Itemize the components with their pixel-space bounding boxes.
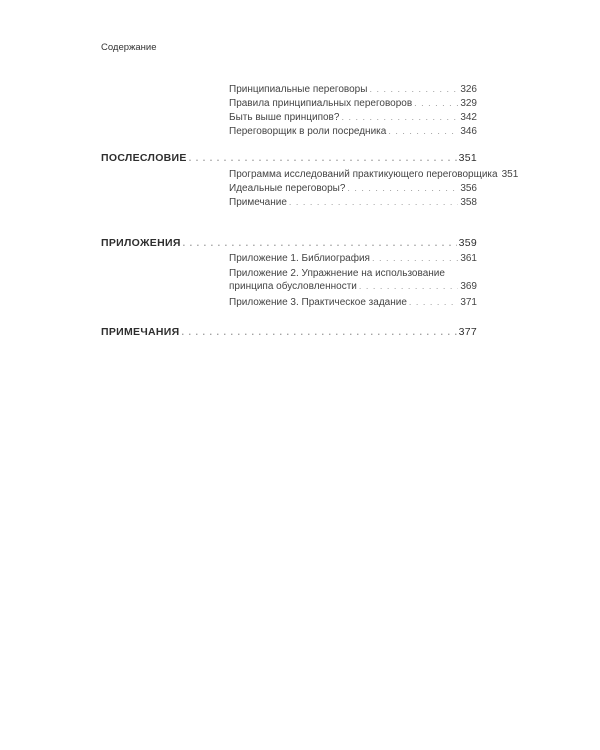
toc-item[interactable] — [229, 83, 477, 96]
toc-item-label: Быть выше принципов? — [229, 112, 340, 123]
toc-item-label: Принципиальные переговоры — [229, 84, 368, 95]
toc-item-page: 361 — [460, 253, 477, 264]
toc-item[interactable] — [229, 268, 477, 293]
toc-section-page: 351 — [458, 152, 477, 164]
toc-item-label: Идеальные переговоры? — [229, 183, 346, 194]
toc-section-notes[interactable] — [101, 326, 477, 339]
toc-item-label: Программа исследований практикующего переговорщика — [229, 169, 498, 180]
dot-leader — [414, 97, 458, 110]
toc-item-page: 356 — [460, 183, 477, 194]
toc-item-page: 329 — [460, 98, 477, 109]
toc-section-page: 377 — [458, 326, 477, 338]
toc-item-label: Приложение 3. Практическое задание — [229, 297, 407, 308]
dot-leader — [189, 152, 457, 165]
toc-section-title: ПРИЛОЖЕНИЯ — [101, 237, 181, 249]
dot-leader — [388, 125, 458, 138]
toc-item[interactable] — [229, 97, 477, 110]
toc-item-page: 342 — [460, 112, 477, 123]
toc-section-page: 359 — [458, 237, 477, 249]
toc-item[interactable] — [229, 125, 477, 138]
toc-section-title: ПОСЛЕСЛОВИЕ — [101, 152, 187, 164]
toc-item-label: Правила принципиальных переговоров — [229, 98, 413, 109]
running-header: Содержание — [101, 42, 157, 53]
toc-item-page: 326 — [460, 84, 477, 95]
toc-item-page: 369 — [460, 281, 477, 292]
toc-item-label-line1: Приложение 2. Упражнение на использование — [229, 268, 445, 279]
toc-item-label: Переговорщик в роли посредника — [229, 126, 387, 137]
dot-leader — [409, 296, 458, 309]
dot-leader — [372, 252, 458, 265]
toc-item[interactable] — [229, 196, 477, 209]
toc-section-title: ПРИМЕЧАНИЯ — [101, 326, 180, 338]
toc-section-appendices[interactable] — [101, 237, 477, 250]
toc-item[interactable] — [229, 296, 477, 309]
dot-leader — [183, 237, 457, 250]
toc-item[interactable] — [229, 182, 477, 195]
toc-item[interactable] — [229, 111, 477, 124]
dot-leader — [341, 111, 458, 124]
toc-item-page: 371 — [460, 297, 477, 308]
toc-item[interactable] — [229, 252, 477, 265]
toc-section-afterword[interactable] — [101, 152, 477, 165]
toc-item-page: 358 — [460, 197, 477, 208]
dot-leader — [289, 196, 458, 209]
toc-item-label-line2: принципа обусловленности — [229, 281, 357, 292]
toc-item[interactable] — [229, 168, 519, 181]
toc-item-page: 351 — [501, 169, 519, 180]
toc-item-page: 346 — [460, 126, 477, 137]
toc-item-label: Примечание — [229, 197, 287, 208]
dot-leader — [359, 280, 458, 293]
dot-leader — [181, 326, 456, 339]
dot-leader — [369, 83, 458, 96]
toc-item-label: Приложение 1. Библиография — [229, 253, 370, 264]
dot-leader — [347, 182, 458, 195]
